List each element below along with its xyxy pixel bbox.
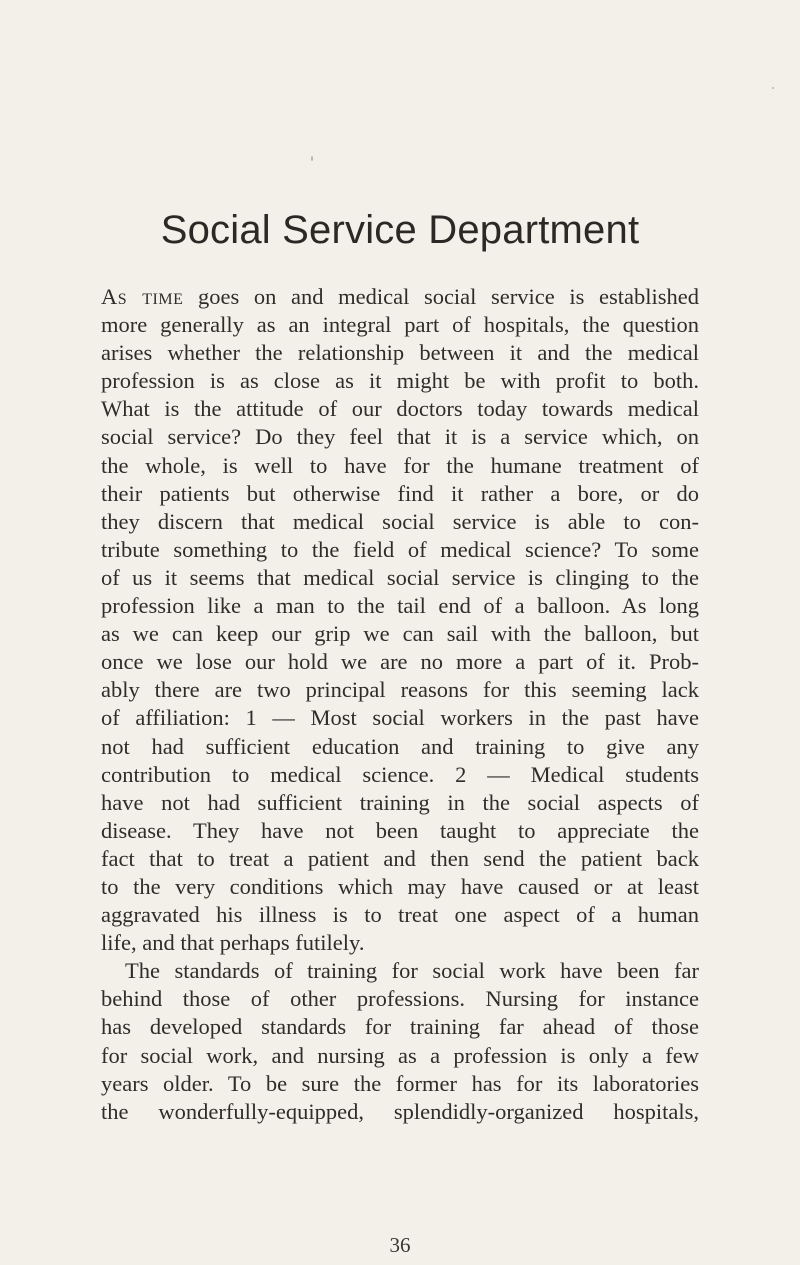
paragraph-1-line: have not had sufficient training in the social aspects of bbox=[101, 789, 699, 815]
paragraph-1-line: as we can keep our grip we can sail with the balloon, but bbox=[101, 621, 699, 647]
paper-speck bbox=[311, 156, 313, 161]
paragraph-1-line: life, and that perhaps futilely. bbox=[101, 930, 365, 956]
paper-speck bbox=[772, 87, 774, 89]
paragraph-1-line: arises whether the relationship between it and the medical bbox=[101, 340, 699, 366]
paragraph-1-line: once we lose our hold we are no more a part of it. Prob- bbox=[101, 649, 699, 675]
paragraph-2-line: behind those of other professions. Nursing for instance bbox=[101, 986, 699, 1012]
paragraph-1-line: they discern that medical social service is able to con- bbox=[101, 508, 699, 534]
page-title: Social Service Department bbox=[160, 208, 640, 252]
paragraph-2-line: for social work, and nursing as a profession is only a few bbox=[101, 1042, 699, 1068]
paragraph-1-line: ably there are two principal reasons for this seeming lack bbox=[101, 677, 699, 703]
paragraph-1-line: not had sufficient education and training to give any bbox=[101, 733, 699, 759]
paragraph-1-line-1-text: goes on and medical social service is established bbox=[183, 284, 699, 309]
paragraph-1-line-1 bbox=[101, 283, 699, 311]
paragraph-1-line: profession is as close as it might be with profit to both. bbox=[101, 368, 699, 394]
paragraph-1-line: tribute something to the field of medical science? To some bbox=[101, 536, 699, 562]
page-number: 36 bbox=[389, 1233, 411, 1257]
paragraph-1-line: disease. They have not been taught to appreciate the bbox=[101, 817, 699, 843]
paragraph-2-line: years older. To be sure the former has for its laboratories bbox=[101, 1070, 699, 1096]
paragraph-2-line: The standards of training for social work have been far bbox=[125, 958, 699, 984]
paragraph-1-line: social service? Do they feel that it is a service which, on bbox=[101, 424, 699, 450]
paragraph-1-line: of affiliation: 1 — Most social workers in the past have bbox=[101, 705, 699, 731]
body-text bbox=[101, 283, 699, 1126]
paragraph-1-line: their patients but otherwise find it rather a bore, or do bbox=[101, 480, 699, 506]
paragraph-1-line: of us it seems that medical social service is clinging to the bbox=[101, 564, 699, 590]
opening-small-caps: As time bbox=[101, 284, 184, 309]
paragraph-2-line: the wonderfully-equipped, splendidly-organized hospitals, bbox=[101, 1098, 699, 1124]
paragraph-1-line: aggravated his illness is to treat one aspect of a human bbox=[101, 902, 699, 928]
paragraph-1-line: profession like a man to the tail end of a balloon. As long bbox=[101, 593, 699, 619]
paragraph-1-line: fact that to treat a patient and then send the patient back bbox=[101, 845, 699, 871]
paragraph-1-line: What is the attitude of our doctors today towards medical bbox=[101, 396, 699, 422]
paragraph-1-line: the whole, is well to have for the humane treatment of bbox=[101, 452, 699, 478]
paragraph-1-line: to the very conditions which may have caused or at least bbox=[101, 873, 699, 899]
paragraph-2-line: has developed standards for training far ahead of those bbox=[101, 1014, 699, 1040]
paragraph-1-line: more generally as an integral part of hospitals, the question bbox=[101, 312, 699, 338]
paragraph-1-line: contribution to medical science. 2 — Medical students bbox=[101, 761, 699, 787]
